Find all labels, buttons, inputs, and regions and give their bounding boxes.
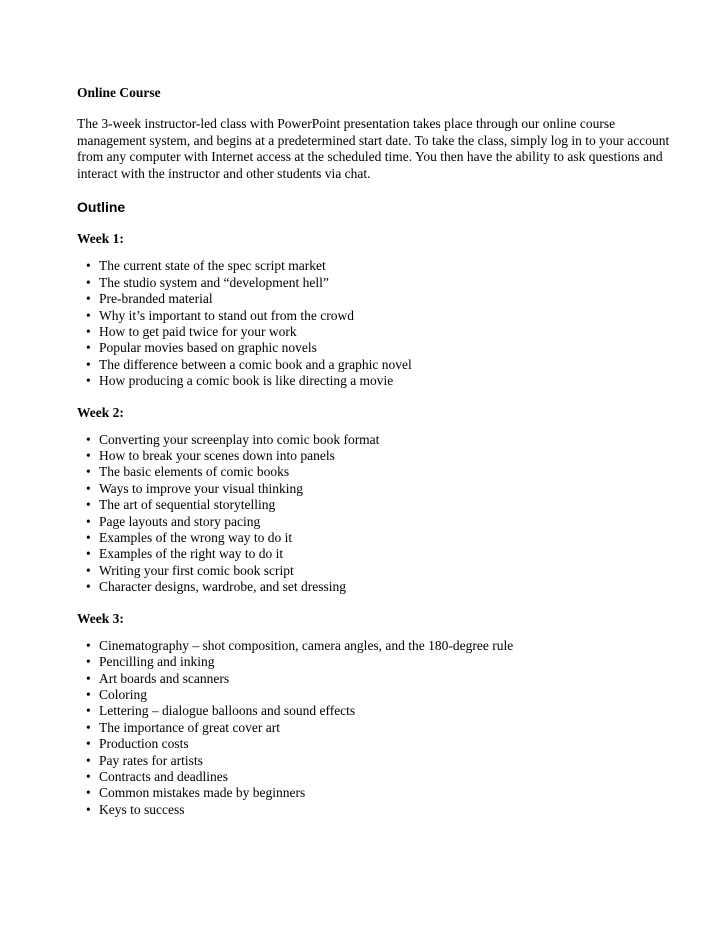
list-item — [77, 258, 677, 274]
list-item-text: Cinematography – shot composition, camera angles, and the 180-degree rule — [99, 637, 514, 653]
list-item — [77, 275, 677, 291]
list-item-text: Pencilling and inking — [99, 654, 215, 670]
list-item-text: Contracts and deadlines — [99, 768, 228, 784]
list-item — [77, 638, 677, 654]
bullet-icon: • — [86, 736, 91, 752]
list-item — [77, 736, 677, 752]
bullet-icon: • — [86, 801, 91, 817]
bullet-icon: • — [86, 785, 91, 801]
list-item-text: How to get paid twice for your work — [99, 324, 297, 339]
week-section-2 — [77, 404, 677, 596]
list-item — [77, 481, 677, 497]
bullet-icon: • — [86, 546, 91, 562]
list-item-text: Character designs, wardrobe, and set dressing — [99, 579, 347, 595]
list-item-text: Ways to improve your visual thinking — [99, 480, 304, 496]
list-item-text: Page layouts and story pacing — [99, 513, 261, 529]
bullet-icon: • — [86, 431, 91, 447]
list-item — [77, 546, 677, 562]
list-item-text: Production costs — [99, 736, 189, 752]
list-item — [77, 308, 677, 324]
list-item-text: Lettering – dialogue balloons and sound effects — [99, 703, 356, 719]
list-item — [77, 464, 677, 480]
document-title: Online Course — [77, 85, 161, 100]
bullet-icon: • — [86, 579, 91, 595]
list-item — [77, 703, 677, 719]
list-item-text: The basic elements of comic books — [99, 464, 290, 480]
topic-list — [77, 638, 677, 818]
list-item-text: Converting your screenplay into comic book format — [99, 431, 380, 447]
bullet-icon: • — [86, 562, 91, 578]
bullet-icon: • — [86, 340, 91, 356]
list-item-text: Common mistakes made by beginners — [99, 785, 306, 801]
list-item — [77, 720, 677, 736]
topic-list — [77, 258, 677, 389]
document-page — [77, 84, 677, 818]
bullet-icon: • — [86, 654, 91, 670]
list-item-text: The current state of the spec script market — [99, 258, 326, 274]
bullet-icon: • — [86, 703, 91, 719]
list-item — [77, 497, 677, 513]
list-item — [77, 769, 677, 785]
bullet-icon: • — [86, 448, 91, 464]
bullet-icon: • — [86, 356, 91, 372]
list-item — [77, 291, 677, 307]
list-item — [77, 753, 677, 769]
bullet-icon: • — [86, 530, 91, 546]
bullet-icon: • — [86, 719, 91, 735]
bullet-icon: • — [86, 513, 91, 529]
list-item — [77, 579, 677, 595]
list-item — [77, 340, 677, 356]
bullet-icon: • — [86, 670, 91, 686]
bullet-icon: • — [86, 686, 91, 702]
list-item-text: Popular movies based on graphic novels — [99, 340, 317, 356]
topic-list — [77, 432, 677, 596]
list-item-text: Keys to success — [99, 801, 185, 817]
bullet-icon: • — [86, 324, 91, 339]
list-item — [77, 373, 677, 389]
week-heading: Week 3: — [77, 610, 124, 626]
list-item-text: Writing your first comic book script — [99, 562, 294, 578]
list-item — [77, 530, 677, 546]
list-item — [77, 514, 677, 530]
list-item — [77, 448, 677, 464]
list-item-text: Examples of the right way to do it — [99, 546, 284, 562]
bullet-icon: • — [86, 307, 91, 323]
list-item — [77, 324, 677, 340]
list-item — [77, 357, 677, 373]
list-item-text: How producing a comic book is like directing a movie — [99, 373, 394, 389]
list-item-text: Why it’s important to stand out from the crowd — [99, 307, 354, 323]
list-item — [77, 432, 677, 448]
list-item — [77, 687, 677, 703]
bullet-icon: • — [86, 480, 91, 496]
bullet-icon: • — [86, 497, 91, 513]
list-item — [77, 802, 677, 818]
list-item — [77, 671, 677, 687]
bullet-icon: • — [86, 258, 91, 274]
weeks-container — [77, 230, 677, 818]
list-item — [77, 785, 677, 801]
bullet-icon: • — [86, 752, 91, 768]
list-item-text: Pay rates for artists — [99, 752, 203, 768]
outline-heading: Outline — [77, 199, 126, 216]
bullet-icon: • — [86, 291, 91, 307]
week-heading: Week 1: — [77, 231, 124, 247]
list-item-text: Art boards and scanners — [99, 670, 230, 686]
list-item-text: How to break your scenes down into panels — [99, 448, 335, 464]
list-item — [77, 563, 677, 579]
list-item-text: Pre-branded material — [99, 291, 213, 307]
week-section-1 — [77, 230, 677, 389]
list-item-text: Coloring — [99, 686, 148, 702]
list-item-text: The importance of great cover art — [99, 719, 281, 735]
list-item-text: The studio system and “development hell” — [99, 274, 329, 290]
week-heading: Week 2: — [77, 404, 124, 420]
week-section-3 — [77, 610, 677, 818]
bullet-icon: • — [86, 373, 91, 389]
list-item-text: The difference between a comic book and a graphic novel — [99, 356, 412, 372]
bullet-icon: • — [86, 274, 91, 290]
bullet-icon: • — [86, 464, 91, 480]
intro-paragraph: The 3-week instructor-led class with PowerPoint presentation takes place through our online course management system, and begins at a predetermined start date. To take the class, simply log in to your account from any computer with Internet access at the scheduled time. You then have the ability to ask questions and interact with the instructor and other students via chat. — [77, 116, 670, 181]
list-item-text: The art of sequential storytelling — [99, 497, 276, 513]
bullet-icon: • — [86, 768, 91, 784]
bullet-icon: • — [86, 637, 91, 653]
list-item-text: Examples of the wrong way to do it — [99, 530, 293, 546]
list-item — [77, 654, 677, 670]
